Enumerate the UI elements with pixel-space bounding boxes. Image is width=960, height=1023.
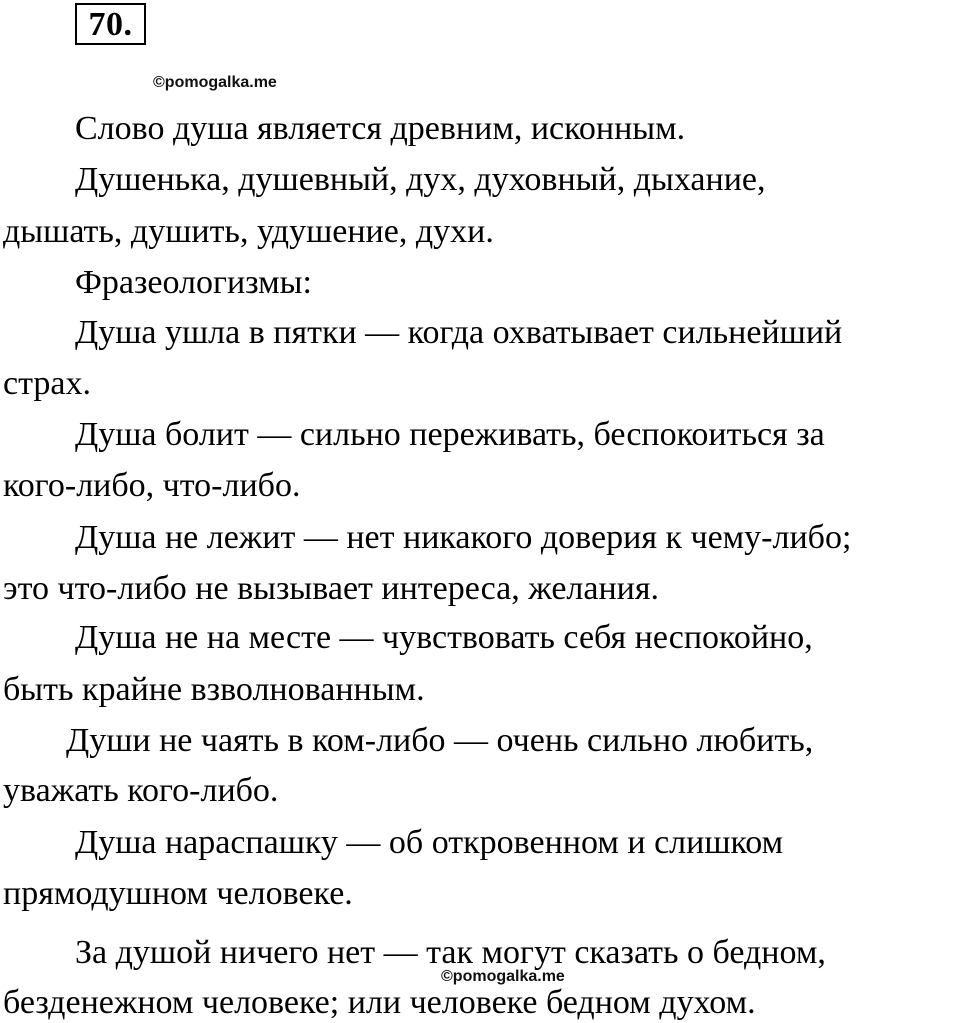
text-line-9: Душа не лежит — нет никакого доверия к чему-либо; xyxy=(75,519,852,556)
text-line-14: уважать кого-либо. xyxy=(3,772,279,809)
text-line-3: дышать, душить, удушение, духи. xyxy=(3,213,494,250)
task-number-box: 70. xyxy=(75,3,146,45)
text-line-17: За душой ничего нет — так могут сказать о бедном, xyxy=(75,934,826,971)
watermark-bottom: ©pomogalka.me xyxy=(441,968,565,985)
text-line-10: это что-либо не вызывает интереса, желания. xyxy=(3,570,659,607)
text-line-16: прямодушном человеке. xyxy=(3,875,353,912)
text-line-8: кого-либо, что-либо. xyxy=(3,467,301,504)
text-line-4: Фразеологизмы: xyxy=(75,264,312,301)
text-line-12: быть крайне взволнованным. xyxy=(3,671,425,708)
text-line-11: Душа не на месте — чувствовать себя неспокойно, xyxy=(75,619,813,656)
text-line-1: Слово душа является древним, исконным. xyxy=(75,110,686,147)
text-line-2: Душенька, душевный, дух, духовный, дыхание, xyxy=(75,161,766,198)
text-line-13: Души не чаять в ком-либо — очень сильно любить, xyxy=(66,722,814,759)
text-line-18: безденежном человеке; или человеке бедном духом. xyxy=(3,984,756,1021)
watermark-top: ©pomogalka.me xyxy=(153,74,277,91)
text-line-5: Душа ушла в пятки — когда охватывает сильнейший xyxy=(75,314,843,351)
text-line-15: Душа нараспашку — об откровенном и слишком xyxy=(75,824,784,861)
text-line-7: Душа болит — сильно переживать, беспокоиться за xyxy=(75,416,825,453)
text-line-6: страх. xyxy=(3,365,91,402)
